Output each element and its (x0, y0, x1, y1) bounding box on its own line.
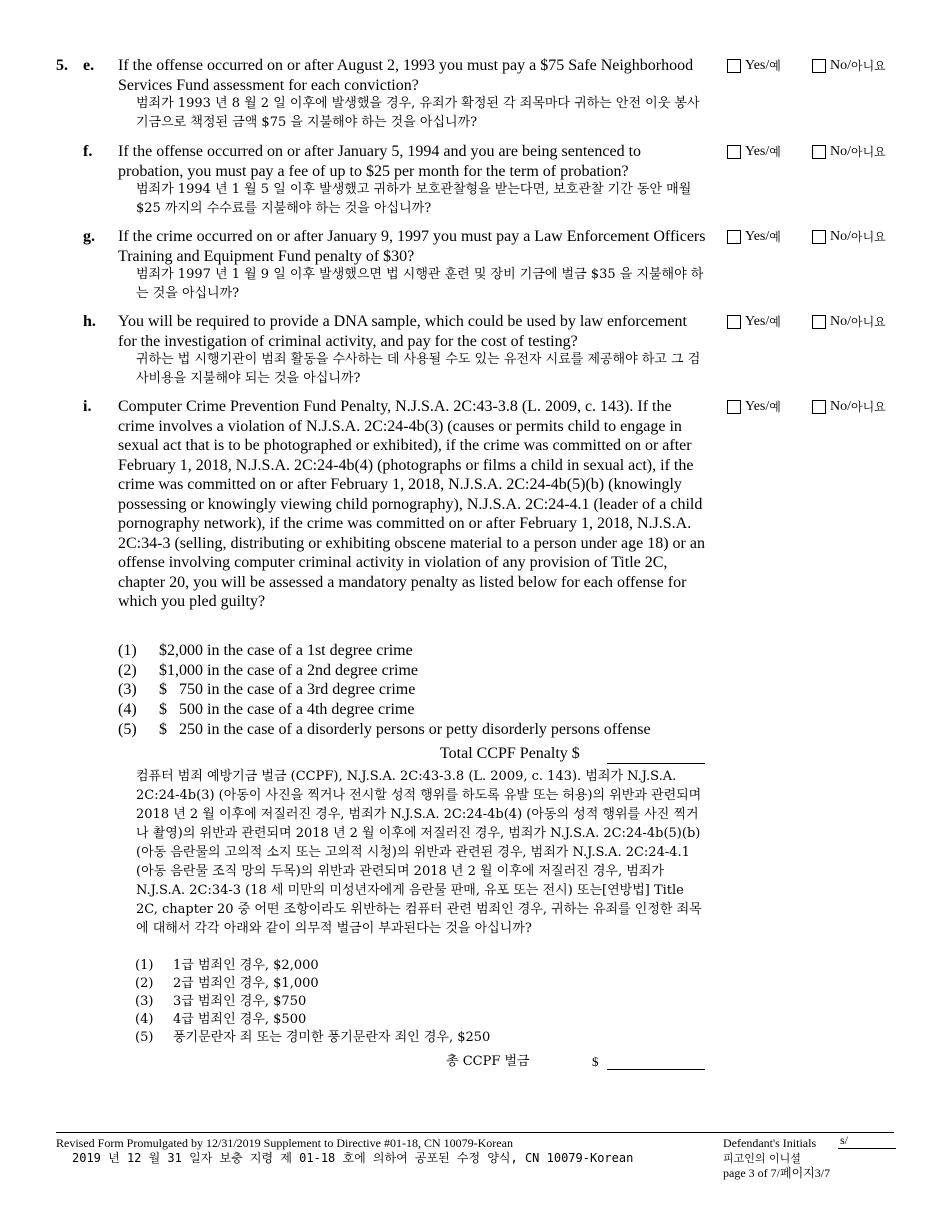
form-revision-en: Revised Form Promulgated by 12/31/2019 Supplement to Directive #01-18, CN 10079-Korean (56, 1136, 513, 1150)
list-item: (2) 2급 범죄인 경우, $1,000 (135, 976, 319, 991)
yes-checkbox[interactable]: Yes/ 예 (727, 314, 781, 330)
item-letter: i. (83, 398, 92, 415)
total-ccpf-label-ko: 총 CCPF 벌금 (446, 1054, 530, 1069)
checkbox-box[interactable] (812, 230, 826, 244)
list-item: (5) 풍기문란자 죄 또는 경미한 풍기문란자 죄인 경우, $250 (135, 1030, 491, 1045)
form-revision-ko: 2019 년 12 월 31 일자 보충 지령 제 01-18 호에 의하여 공포된 수정 양식, CN 10079-Korean (72, 1151, 634, 1165)
item-letter: h. (83, 313, 96, 330)
penalty-list-en (118, 641, 651, 740)
checkbox-box[interactable] (727, 400, 741, 414)
no-checkbox[interactable]: No/ 아니요 (812, 58, 886, 74)
checkbox-box[interactable] (812, 315, 826, 329)
item-text-en: If the offense occurred on or after August 2, 1993 you must pay a $75 Safe Neighborhood Services Fund assessment for each conviction? (118, 57, 694, 94)
checkbox-box[interactable] (812, 145, 826, 159)
checkbox-box[interactable] (727, 145, 741, 159)
list-item: (3) $ 750 in the case of a 3rd degree crime (118, 681, 416, 699)
item-text-en: You will be required to provide a DNA sample, which could be used by law enforcement for the investigation of criminal activity, and pay for the cost of testing? (118, 313, 687, 350)
footer-left (56, 1136, 633, 1166)
initials-field[interactable]: s/ (838, 1133, 896, 1149)
checkbox-box[interactable] (727, 315, 741, 329)
no-checkbox[interactable]: No/ 아니요 (812, 229, 886, 245)
item-text-en: If the offense occurred on or after January 5, 1994 and you are being sentenced to probation, you must pay a fee of up to $25 per month for the term of probation? (118, 143, 642, 180)
initials-label-ko: 피고인의 이니셜 (723, 1152, 801, 1165)
yes-checkbox[interactable]: Yes/ 예 (727, 144, 781, 160)
list-item: (5) $ 250 in the case of a disorderly persons or petty disorderly persons offense (118, 720, 651, 738)
page-number: page 3 of 7/페이지3/7 (723, 1166, 831, 1180)
checkbox-box[interactable] (812, 400, 826, 414)
item-text-ko: 컴퓨터 범죄 예방기금 벌금 (CCPF), N.J.S.A. 2C:43-3.8 (L. 2009, c. 143). 범죄가 N.J.S.A. 2C:24-4b(3) (아동이 사진을 찍거나 전시할 성적 행위를 하도록 유발 또는 허용)의 위반과 관련되며 2018 년 2 월 이후에 저질러진 경우, 범죄가 N.J.S.A. 2C:24-4b(4) (아동의 성적 행위를 사진 찍거나 촬영)의 위반과 관련되며 2018 년 2 월 이후에 저질러진 경우, 범죄가 N.J.S.A. 2C:24-4b(5)(b) (아동 음란물의 고의적 소지 또는 고의적 시청)의 위반과 관련된 경우, 범죄가 N.J.S.A. 2C:24-4.1 (아동 음란물 조직 망의 두목)의 위반과 관련되며 2018 년 2 월 이후에 저질러진 경우, 범죄가 N.J.S.A. 2C:34-3 (18 세 미만의 미성년자에게 음란물 판매, 유포 또는 전시) 또는[연방법] Title 2C, chapter 20 중 어떤 조항이라도 위반하는 컴퓨터 관련 범죄인 경우, 귀하는 유죄를 인정한 죄목에 대해서 각각 아래와 같이 의무적 벌금이 부과된다는 것을 아십니까? (136, 769, 702, 936)
total-ccpf-dollar-ko: $ (592, 1054, 599, 1069)
no-checkbox[interactable]: No/ 아니요 (812, 399, 886, 415)
total-ccpf-field-ko[interactable] (607, 1069, 705, 1070)
yes-checkbox[interactable]: Yes/ 예 (727, 229, 781, 245)
list-item: (4) $ 500 in the case of a 4th degree crime (118, 701, 415, 719)
item-text-ko: 범죄가 1997 년 1 월 9 일 이후 발생했으면 법 시행관 훈련 및 장비 기금에 벌금 $35 을 지불해야 하는 것을 아십니까? (136, 267, 704, 301)
footer-divider (56, 1132, 894, 1133)
question-number: 5. (56, 57, 68, 74)
list-item: (3) 3급 범죄인 경우, $750 (135, 994, 307, 1009)
list-item: (4) 4급 범죄인 경우, $500 (135, 1012, 307, 1027)
item-text-en: Computer Crime Prevention Fund Penalty, N.J.S.A. 2C:43-3.8 (L. 2009, c. 143). If the crime involves a violation of N.J.S.A. 2C:24-4b(3) (causes or permits child to engage in sexual act that is to be photographed or exhibited), if the crime was committed on or after February 1, 2018, N.J.S.A. 2C:24-4b(4) (photographs or films a child in sexual act), if the crime was committed on or after February 1, 2018, N.J.S.A. 2C:24-4b(5)(b) (knowingly possessing or knowingly viewing child pornography), N.J.S.A. 2C:24-4.1 (leader of a child pornography network), if the crime was committed on or after February 1, 2018, N.J.S.A. 2C:34-3 (selling, distributing or exhibiting obscene material to a person under age 18) or an offense involving computer criminal activity in violation of any provision of Title 2C, chapter 20, you will be assessed a mandatory penalty as listed below for each offense for which you pled guilty? (118, 398, 705, 610)
checkbox-box[interactable] (812, 59, 826, 73)
item-letter: g. (83, 228, 95, 245)
no-checkbox[interactable]: No/ 아니요 (812, 314, 886, 330)
total-ccpf-field[interactable] (607, 763, 705, 764)
total-ccpf-label: Total CCPF Penalty $ (440, 745, 580, 762)
yes-checkbox[interactable]: Yes/ 예 (727, 399, 781, 415)
list-item: (1) 1급 범죄인 경우, $2,000 (135, 958, 319, 973)
item-letter: e. (83, 57, 95, 74)
yes-checkbox[interactable]: Yes/ 예 (727, 58, 781, 74)
no-checkbox[interactable]: No/ 아니요 (812, 144, 886, 160)
checkbox-box[interactable] (727, 230, 741, 244)
item-text-ko: 범죄가 1993 년 8 월 2 일 이후에 발생했을 경우, 유죄가 확정된 각 죄목마다 귀하는 안전 이웃 봉사기금으로 책정된 금액 $75 을 지불해야 하는 것을 아십니까? (136, 96, 700, 130)
penalty-list-ko (135, 957, 490, 1047)
item-letter: f. (83, 143, 93, 160)
initials-label: Defendant's Initials (723, 1136, 817, 1150)
item-text-en: If the crime occurred on or after January 9, 1997 you must pay a Law Enforcement Officers Training and Equipment Fund penalty of $30? (118, 228, 706, 265)
list-item: (2) $1,000 in the case of a 2nd degree crime (118, 661, 419, 679)
item-text-ko: 귀하는 법 시행기관이 범죄 활동을 수사하는 데 사용될 수도 있는 유전자 시료를 제공해야 하고 그 검사비용을 지불해야 되는 것을 아십니까? (136, 352, 701, 386)
checkbox-box[interactable] (727, 59, 741, 73)
item-text-ko: 범죄가 1994 년 1 월 5 일 이후 발생했고 귀하가 보호관찰형을 받는다면, 보호관찰 기간 동안 매월 $25 까지의 수수료를 지불해야 하는 것을 아십니까? (136, 182, 692, 216)
list-item: (1) $2,000 in the case of a 1st degree crime (118, 642, 413, 659)
